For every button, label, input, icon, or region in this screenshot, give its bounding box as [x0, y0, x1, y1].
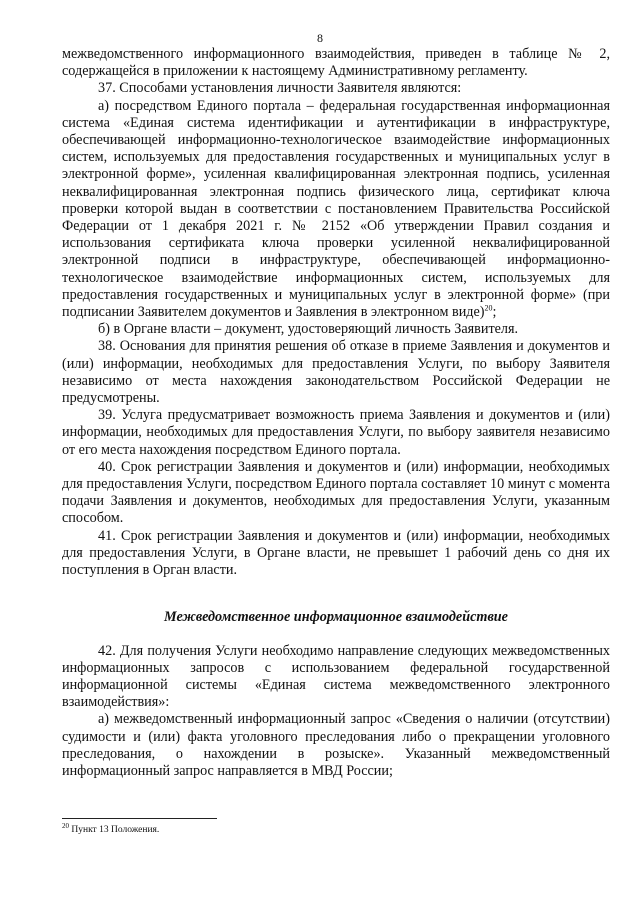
paragraph-42a: а) межведомственный информационный запрос «Сведения о наличии (отсутствии) судимости и (или) факта уголовного преследования либо о прекращении уголовного преследования, о нахождении в розыске». Указанный межведомственный информационный запрос направляется в МВД России;: [62, 711, 610, 779]
page-number: 8: [317, 31, 323, 45]
paragraph-37: 37. Способами установления личности Заявителя являются:: [98, 80, 462, 97]
paragraph-37a: [62, 98, 610, 322]
footnote-text: Пункт 13 Положения.: [69, 825, 160, 835]
paragraph-37a-suffix: ;: [492, 304, 497, 321]
footnote-divider: [62, 818, 217, 819]
paragraph-37a-text: а) посредством Единого портала – федеральная государственная информационная система «Единая система идентификации и аутентификации в инфраструктуре, обеспечивающей информационно-технологическое взаимодействие информационных систем, используемых для предоставления государственных и муниципальных услуг в электронной форме», усиленная квалифицированная электронная подпись, усиленная неквалифицированная электронная подпись физического лица, сертификат ключа проверки которой выдан в соответствии с постановлением Правительства Российской Федерации от 1 декабря 2021 г. № 2152 «Об утверждении Правил создания и использования сертификата ключа проверки усиленной неквалифицированной электронной подписи в инфраструктуре, обеспечивающей информационно-технологическое взаимодействие информационных систем, используемых для предоставления государственных и муниципальных услуг в электронной форме» (при подписании Заявителем документов и Заявления в электронном виде): [62, 97, 610, 321]
paragraph-39: 39. Услуга предусматривает возможность приема Заявления и документов и (или) информации, необходимых для предоставления Услуги, по выбору заявителя независимо от его места нахождения посредством Единого портала.: [62, 407, 610, 458]
footnote-reference: 20: [484, 303, 493, 313]
paragraph-41: 41. Срок регистрации Заявления и документов и (или) информации, необходимых для предоставления Услуги, в Органе власти, не превышет 1 рабочий день со дня их поступления в Орган власти.: [62, 527, 610, 579]
footnote-mark: 20: [62, 821, 69, 830]
paragraph-38: 38. Основания для принятия решения об отказе в приеме Заявления и документов и (или) информации, необходимых для предоставления Услуги, по выбору Заявителя независимо от места нахождения законодательством Российской Федерации не предусмотрены.: [62, 338, 610, 407]
paragraph-40: 40. Срок регистрации Заявления и документов и (или) информации, необходимых для предоставления Услуги, посредством Единого портала составляет 10 минут с момента подачи Заявления и документов, необходимых для предоставления Услуги, указанным способом.: [62, 458, 610, 527]
paragraph-continuation: межведомственного информационного взаимодействия, приведен в таблице № 2, содержащейся в приложении к настоящему Административному регламенту.: [62, 46, 610, 80]
paragraph-42: 42. Для получения Услуги необходимо направление следующих межведомственных информационных запросов с использованием федеральной государственной информационной системы «Единая система межведомственного электронного взаимодействия»:: [62, 642, 610, 711]
footnote: [62, 821, 160, 836]
section-heading: Межведомственное информационное взаимодействие: [164, 609, 508, 626]
document-body: [62, 46, 610, 780]
paragraph-37b: б) в Органе власти – документ, удостоверяющий личность Заявителя.: [98, 321, 519, 338]
